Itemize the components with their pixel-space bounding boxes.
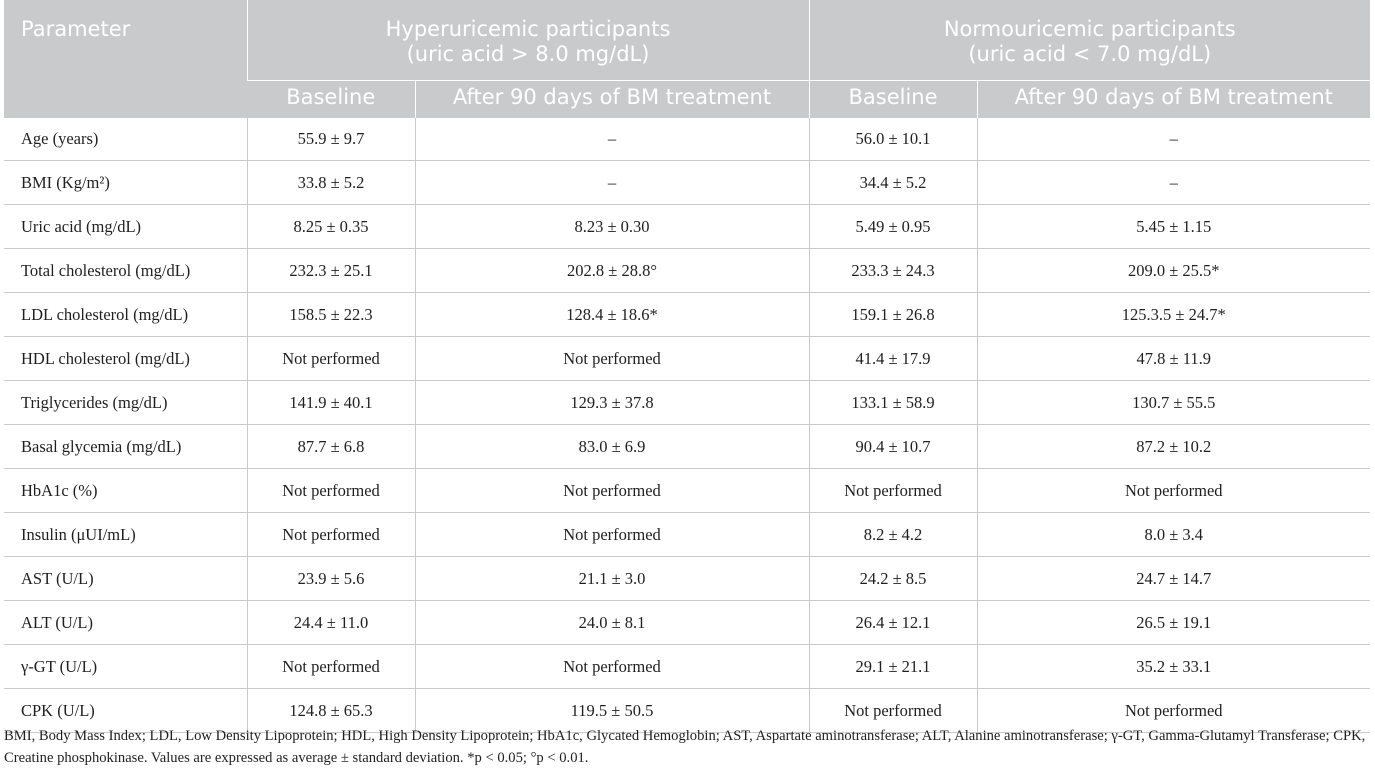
hyper-after-90-days-cell: Not performed	[415, 469, 809, 513]
hyper-after-90-days-cell: 24.0 ± 8.1	[415, 601, 809, 645]
normouricemic-group-header	[809, 0, 1370, 80]
normo-baseline-cell: 159.1 ± 26.8	[809, 293, 977, 337]
hyper-baseline-cell: 232.3 ± 25.1	[247, 249, 415, 293]
normo-baseline-cell: 24.2 ± 8.5	[809, 557, 977, 601]
normo-baseline-cell: 29.1 ± 21.1	[809, 645, 977, 689]
table-row	[4, 161, 1370, 205]
normo-after-90-days-cell: 209.0 ± 25.5*	[977, 249, 1370, 293]
normo-baseline-cell: 41.4 ± 17.9	[809, 337, 977, 381]
table-row	[4, 337, 1370, 381]
normo-after-90-days-cell: 26.5 ± 19.1	[977, 601, 1370, 645]
normo-after-90-days-cell: Not performed	[977, 689, 1370, 733]
hyper-after-90-days-cell: –	[415, 118, 809, 161]
hyperuricemic-criteria: (uric acid > 8.0 mg/dL)	[406, 42, 650, 66]
hyperuricemic-group-header	[247, 0, 809, 80]
table-row	[4, 293, 1370, 337]
normouricemic-criteria: (uric acid < 7.0 mg/dL)	[968, 42, 1212, 66]
normo-after-90-days-cell: 125.3.5 ± 24.7*	[977, 293, 1370, 337]
normo-after-90-days-cell: –	[977, 161, 1370, 205]
normo-after-90-days-cell: 87.2 ± 10.2	[977, 425, 1370, 469]
hyper-baseline-cell: Not performed	[247, 513, 415, 557]
hyper-after-90-days-cell: 83.0 ± 6.9	[415, 425, 809, 469]
hyper-baseline-cell: Not performed	[247, 337, 415, 381]
table-row	[4, 205, 1370, 249]
table-row	[4, 425, 1370, 469]
hyper-baseline-cell: 87.7 ± 6.8	[247, 425, 415, 469]
hyper-after-90-days-cell: 21.1 ± 3.0	[415, 557, 809, 601]
hyper-after-90-days-cell: 202.8 ± 28.8°	[415, 249, 809, 293]
hyper-after-90-days-cell: 8.23 ± 0.30	[415, 205, 809, 249]
table-body	[4, 118, 1370, 733]
normo-after-90-days-cell: 5.45 ± 1.15	[977, 205, 1370, 249]
hyper-after-90-days-cell: Not performed	[415, 645, 809, 689]
subheader-hyper-baseline: Baseline	[247, 80, 415, 118]
subheader-normo-after-90-days: After 90 days of BM treatment	[977, 80, 1370, 118]
normo-baseline-cell: Not performed	[809, 469, 977, 513]
table-row	[4, 645, 1370, 689]
parameter-cell: AST (U/L)	[4, 557, 247, 601]
normo-after-90-days-cell: –	[977, 118, 1370, 161]
parameter-cell: LDL cholesterol (mg/dL)	[4, 293, 247, 337]
subheader-hyper-after-90-days: After 90 days of BM treatment	[415, 80, 809, 118]
normo-baseline-cell: 56.0 ± 10.1	[809, 118, 977, 161]
parameter-cell: Total cholesterol (mg/dL)	[4, 249, 247, 293]
normo-baseline-cell: Not performed	[809, 689, 977, 733]
normo-after-90-days-cell: 8.0 ± 3.4	[977, 513, 1370, 557]
normo-baseline-cell: 90.4 ± 10.7	[809, 425, 977, 469]
normo-baseline-cell: 133.1 ± 58.9	[809, 381, 977, 425]
parameter-cell: Age (years)	[4, 118, 247, 161]
normo-after-90-days-cell: 24.7 ± 14.7	[977, 557, 1370, 601]
parameter-cell: BMI (Kg/m²)	[4, 161, 247, 205]
table-header	[4, 0, 1370, 118]
hyper-baseline-cell: 33.8 ± 5.2	[247, 161, 415, 205]
parameter-cell: Triglycerides (mg/dL)	[4, 381, 247, 425]
hyper-after-90-days-cell: Not performed	[415, 337, 809, 381]
hyper-baseline-cell: Not performed	[247, 645, 415, 689]
normo-baseline-cell: 5.49 ± 0.95	[809, 205, 977, 249]
normouricemic-title: Normouricemic participants	[943, 17, 1236, 41]
hyper-after-90-days-cell: Not performed	[415, 513, 809, 557]
hyper-baseline-cell: 24.4 ± 11.0	[247, 601, 415, 645]
parameter-cell: Insulin (μUI/mL)	[4, 513, 247, 557]
hyper-after-90-days-cell: –	[415, 161, 809, 205]
parameter-cell: Basal glycemia (mg/dL)	[4, 425, 247, 469]
subheader-normo-baseline: Baseline	[809, 80, 977, 118]
results-table	[4, 0, 1370, 733]
normo-baseline-cell: 34.4 ± 5.2	[809, 161, 977, 205]
hyper-after-90-days-cell: 129.3 ± 37.8	[415, 381, 809, 425]
table-row	[4, 469, 1370, 513]
hyperuricemic-title: Hyperuricemic participants	[385, 17, 671, 41]
table-row	[4, 557, 1370, 601]
table-row	[4, 601, 1370, 645]
parameter-cell: CPK (U/L)	[4, 689, 247, 733]
hyper-baseline-cell: Not performed	[247, 469, 415, 513]
normo-baseline-cell: 233.3 ± 24.3	[809, 249, 977, 293]
normo-after-90-days-cell: 47.8 ± 11.9	[977, 337, 1370, 381]
hyper-baseline-cell: 141.9 ± 40.1	[247, 381, 415, 425]
hyper-baseline-cell: 124.8 ± 65.3	[247, 689, 415, 733]
normo-baseline-cell: 26.4 ± 12.1	[809, 601, 977, 645]
hyper-baseline-cell: 23.9 ± 5.6	[247, 557, 415, 601]
hyper-baseline-cell: 55.9 ± 9.7	[247, 118, 415, 161]
parameter-cell: HDL cholesterol (mg/dL)	[4, 337, 247, 381]
hyper-after-90-days-cell: 119.5 ± 50.5	[415, 689, 809, 733]
normo-baseline-cell: 8.2 ± 4.2	[809, 513, 977, 557]
hyper-baseline-cell: 158.5 ± 22.3	[247, 293, 415, 337]
table-row	[4, 513, 1370, 557]
hyper-after-90-days-cell: 128.4 ± 18.6*	[415, 293, 809, 337]
table-row	[4, 249, 1370, 293]
parameter-cell: γ-GT (U/L)	[4, 645, 247, 689]
parameter-cell: ALT (U/L)	[4, 601, 247, 645]
normo-after-90-days-cell: 35.2 ± 33.1	[977, 645, 1370, 689]
normo-after-90-days-cell: Not performed	[977, 469, 1370, 513]
parameter-cell: Uric acid (mg/dL)	[4, 205, 247, 249]
table-row	[4, 381, 1370, 425]
results-table-container	[4, 0, 1370, 733]
normo-after-90-days-cell: 130.7 ± 55.5	[977, 381, 1370, 425]
parameter-header: Parameter	[4, 0, 247, 118]
parameter-cell: HbA1c (%)	[4, 469, 247, 513]
table-footnote: BMI, Body Mass Index; LDL, Low Density Lipoprotein; HDL, High Density Lipoprotein; HbA1c, Glycated Hemoglobin; AST, Aspartate aminotransferase; ALT, Alanine aminotransferase; γ-GT, Gamma-Glutamyl Transferase; CPK, Creatine phosphokinase. Values are expressed as average ± standard deviation. *p < 0.05; °p < 0.01.	[4, 728, 1366, 766]
hyper-baseline-cell: 8.25 ± 0.35	[247, 205, 415, 249]
table-row	[4, 118, 1370, 161]
